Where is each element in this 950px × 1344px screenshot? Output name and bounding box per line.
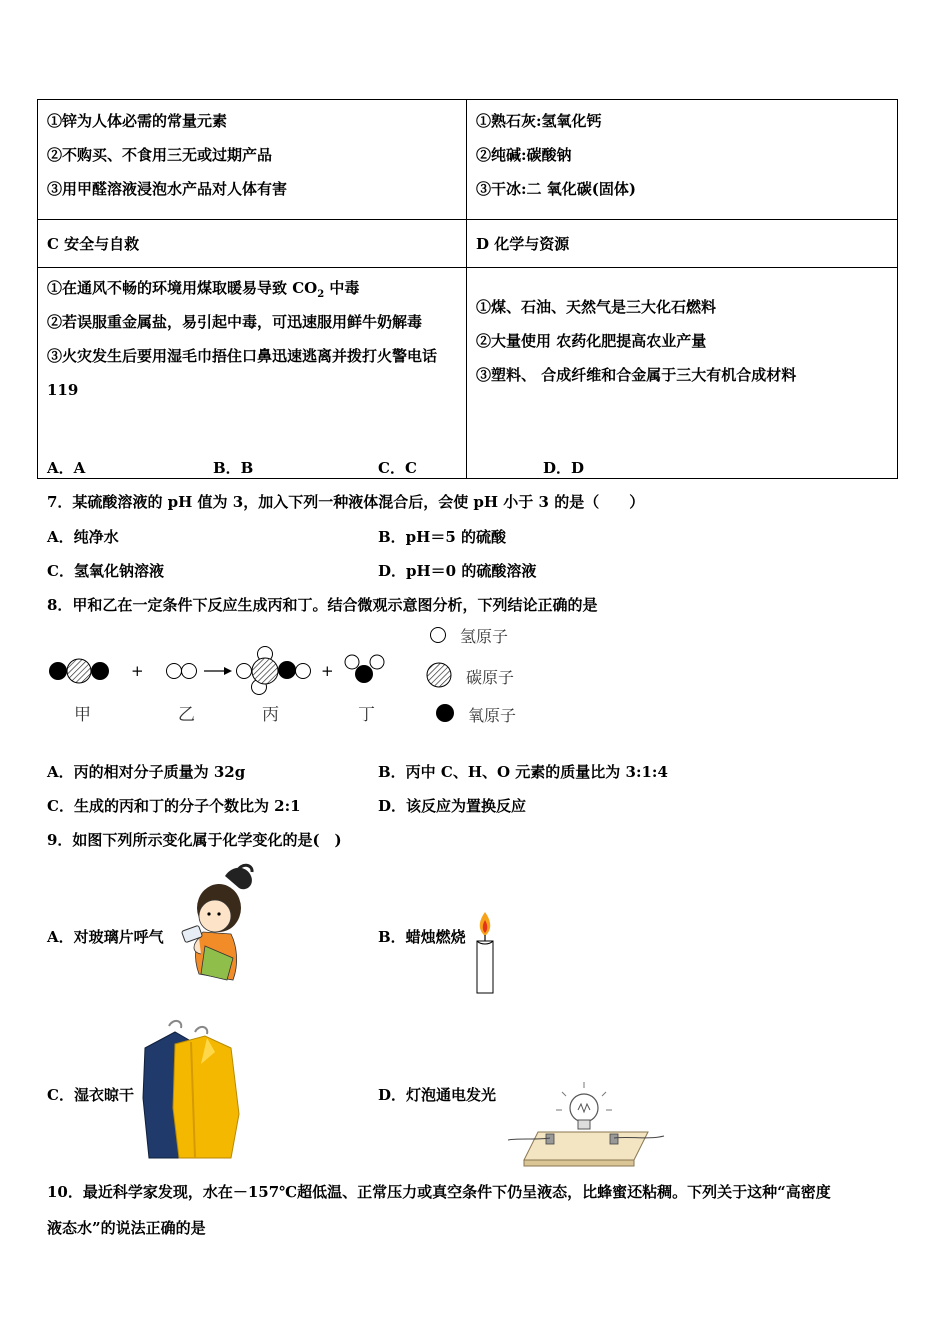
q9-option-b: B．蜡烛燃烧: [378, 928, 466, 946]
legend-oxygen: 氧原子: [468, 706, 517, 725]
label-jia: 甲: [74, 705, 91, 725]
c-line-1-end: 中毒: [324, 279, 360, 297]
q6-option-c: C．C: [378, 459, 417, 477]
q8-option-b: B．丙中 C、H、O 元素的质量比为 3:1:4: [378, 763, 668, 781]
header-c-text: C 安全与自救: [47, 235, 140, 253]
label-ding: 丁: [358, 705, 375, 725]
plus-sign: +: [131, 662, 144, 680]
molecule-bing: [237, 647, 311, 695]
carbon-atom: [252, 658, 278, 684]
legend-carbon-icon: [427, 663, 451, 687]
label-yi: 乙: [178, 705, 195, 725]
table-line: ①锌为人体必需的常量元素: [47, 112, 228, 130]
q6-option-d: D．D: [543, 459, 585, 477]
table-line: ②不购买、不食用三无或过期产品: [47, 146, 273, 164]
q10-line-2: 液态水”的说法正确的是: [47, 1219, 206, 1237]
legend-oxygen-icon: [436, 704, 454, 722]
table-line: ①熟石灰:氢氧化钙: [476, 112, 602, 130]
table-line: ③用甲醛溶液浸泡水产品对人体有害: [47, 180, 288, 198]
plus-sign: +: [321, 662, 334, 680]
carbon-atom: [67, 659, 91, 683]
hydrogen-atom: [370, 655, 384, 669]
q9-option-d: D．灯泡通电发光: [378, 1086, 497, 1104]
q7-stem: 7．某硫酸溶液的 pH 值为 3，加入下列一种液体混合后，会使 pH 小于 3 的是（ ）: [47, 493, 645, 511]
q8-option-d: D．该反应为置换反应: [378, 797, 527, 815]
hydrogen-atom: [167, 664, 182, 679]
table-line: ②若误服重金属盐，易引起中毒，可迅速服用鲜牛奶解毒: [47, 313, 423, 331]
table-line: ③干冰:二 氧化碳(固体): [476, 180, 636, 198]
label-bing: 丙: [262, 705, 279, 725]
hydrogen-atom: [345, 655, 359, 669]
q7-option-c: C．氢氧化钠溶液: [47, 562, 164, 580]
co2-subscript: 2: [317, 289, 325, 300]
table-line: ③火灾发生后要用湿毛巾捂住口鼻迅速逃离并拨打火警电话 119: [47, 347, 438, 399]
hydrogen-atom: [296, 664, 311, 679]
q7-option-d: D．pH＝0 的硫酸溶液: [378, 562, 537, 580]
drying-clothes-illustration: [135, 1018, 250, 1168]
table-line: ②大量使用 农药化肥提高农业产量: [476, 332, 707, 350]
q6-option-b: B．B: [213, 459, 254, 477]
girl-breathing-illustration: [175, 862, 255, 987]
q6-option-a: A．A: [47, 459, 86, 477]
q9-stem: 9．如图下列所示变化属于化学变化的是( ): [47, 831, 342, 849]
hydrogen-atom: [182, 664, 197, 679]
oxygen-atom: [91, 662, 109, 680]
c-line-1: ①在通风不畅的环境用煤取暖易导致 CO: [47, 279, 318, 297]
legend-carbon: 碳原子: [466, 668, 515, 687]
light-bulb-circuit-illustration: [508, 1082, 668, 1172]
candle-illustration: [472, 908, 502, 998]
q7-option-b: B．pH＝5 的硫酸: [378, 528, 506, 546]
header-d-text: D 化学与资源: [476, 235, 570, 253]
q10-line-1: 10．最近科学家发现，水在－157℃超低温、正常压力或真空条件下仍呈液态，比蜂蜜还粘稠。下列关于这种“高密度: [47, 1183, 831, 1201]
oxygen-atom: [355, 665, 373, 683]
q8-option-a: A．丙的相对分子质量为 32g: [47, 763, 246, 781]
table-line: ③塑料、 合成纤维和合金属于三大有机合成材料: [476, 366, 797, 384]
q7-option-a: A．纯净水: [47, 528, 119, 546]
q9-option-a: A．对玻璃片呼气: [47, 928, 164, 946]
legend-hydrogen: 氢原子: [460, 627, 509, 646]
reaction-arrow: [204, 667, 232, 675]
q9-option-c: C．湿衣晾干: [47, 1086, 134, 1104]
table-line: ①煤、石油、天然气是三大化石燃料: [476, 298, 717, 316]
oxygen-atom: [49, 662, 67, 680]
molecule-jia: [49, 659, 109, 683]
molecule-ding: [345, 655, 384, 683]
q8-option-c: C．生成的丙和丁的分子个数比为 2:1: [47, 797, 301, 815]
hydrogen-atom: [237, 664, 252, 679]
table-line: ②纯碱:碳酸钠: [476, 146, 572, 164]
q8-stem: 8．甲和乙在一定条件下反应生成丙和丁。结合微观示意图分析，下列结论正确的是: [47, 596, 598, 614]
oxygen-atom: [278, 661, 296, 679]
molecule-yi: [167, 664, 197, 679]
legend-hydrogen-icon: [431, 628, 446, 643]
